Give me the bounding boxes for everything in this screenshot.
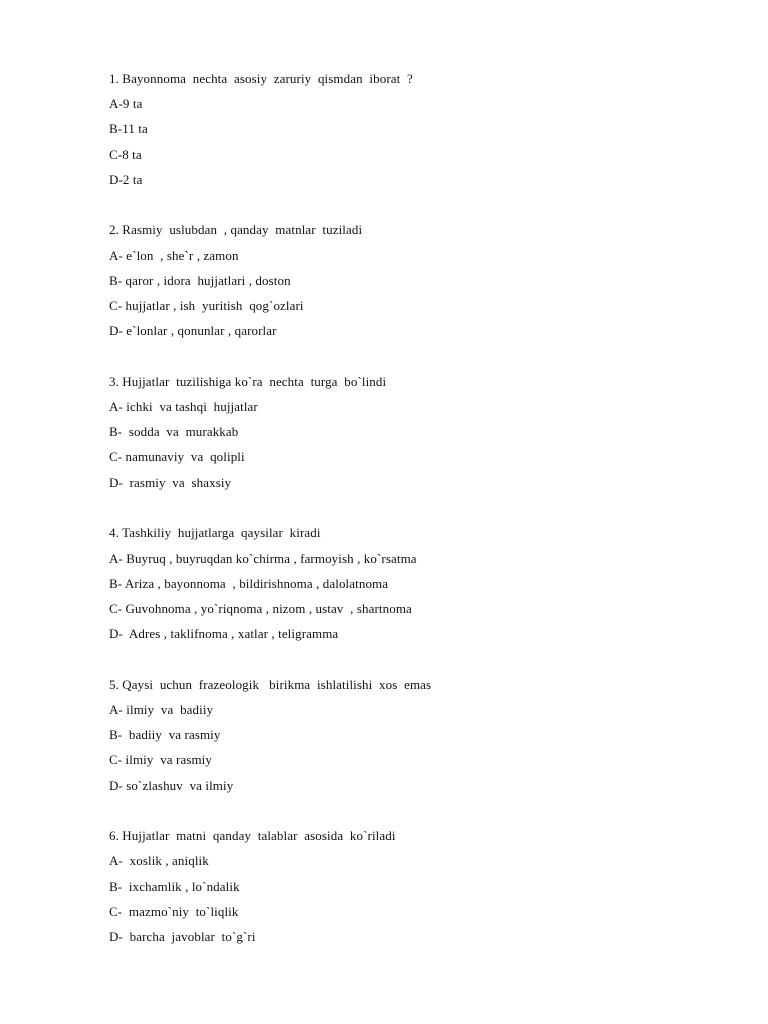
question-5-prompt: 5. Qaysi uchun frazeologik birikma ishlatilishi xos emas bbox=[109, 676, 432, 692]
question-1-option-d: D-2 ta bbox=[109, 171, 143, 187]
question-5-option-b: B- badiiy va rasmiy bbox=[109, 727, 221, 743]
question-3-option-d: D- rasmiy va shaxsiy bbox=[109, 474, 232, 490]
question-5 bbox=[109, 672, 709, 798]
question-2-option-a: A- e`lon , she`r , zamon bbox=[109, 247, 239, 263]
question-1-option-a: A-9 ta bbox=[109, 96, 143, 112]
question-2-prompt: 2. Rasmiy uslubdan , qanday matnlar tuziladi bbox=[109, 222, 363, 238]
question-2-option-d: D- e`lonlar , qonunlar , qarorlar bbox=[109, 323, 277, 339]
question-4-option-b: B- Ariza , bayonnoma , bildirishnoma , dalolatnoma bbox=[109, 575, 389, 591]
question-6-option-c: C- mazmo`niy to`liqlik bbox=[109, 903, 239, 919]
question-4 bbox=[109, 520, 709, 646]
question-1-option-c: C-8 ta bbox=[109, 146, 142, 162]
question-4-option-d: D- Adres , taklifnoma , xatlar , teligramma bbox=[109, 626, 339, 642]
question-3-option-a: A- ichki va tashqi hujjatlar bbox=[109, 399, 258, 415]
question-6 bbox=[109, 823, 709, 949]
question-6-option-b: B- ixchamlik , lo`ndalik bbox=[109, 878, 240, 894]
question-2-option-c: C- hujjatlar , ish yuritish qog`ozlari bbox=[109, 298, 304, 313]
question-6-option-d: D- barcha javoblar to`g`ri bbox=[109, 928, 256, 944]
question-3-option-c: C- namunaviy va qolipli bbox=[109, 449, 245, 465]
document-page bbox=[109, 66, 709, 949]
question-2-option-b: B- qaror , idora hujjatlari , doston bbox=[109, 272, 291, 288]
question-6-prompt: 6. Hujjatlar matni qanday talablar asosida ko`riladi bbox=[109, 828, 396, 844]
question-2 bbox=[109, 217, 709, 343]
question-6-option-a: A- xoslik , aniqlik bbox=[109, 853, 209, 869]
question-1 bbox=[109, 66, 709, 192]
question-4-prompt: 4. Tashkiliy hujjatlarga qaysilar kiradi bbox=[109, 525, 321, 541]
question-3 bbox=[109, 369, 709, 495]
question-5-option-d: D- so`zlashuv va ilmiy bbox=[109, 777, 234, 793]
question-1-prompt: 1. Bayonnoma nechta asosiy zaruriy qismdan iborat ? bbox=[109, 71, 413, 86]
question-1-option-b: B-11 ta bbox=[109, 121, 148, 137]
question-3-prompt: 3. Hujjatlar tuzilishiga ko`ra nechta turga bo`lindi bbox=[109, 373, 387, 389]
question-5-option-c: C- ilmiy va rasmiy bbox=[109, 752, 212, 768]
question-4-option-a: A- Buyruq , buyruqdan ko`chirma , farmoyish , ko`rsatma bbox=[109, 550, 417, 566]
question-4-option-c: C- Guvohnoma , yo`riqnoma , nizom , ustav , shartnoma bbox=[109, 600, 412, 616]
question-3-option-b: B- sodda va murakkab bbox=[109, 424, 239, 440]
question-5-option-a: A- ilmiy va badiiy bbox=[109, 701, 214, 717]
